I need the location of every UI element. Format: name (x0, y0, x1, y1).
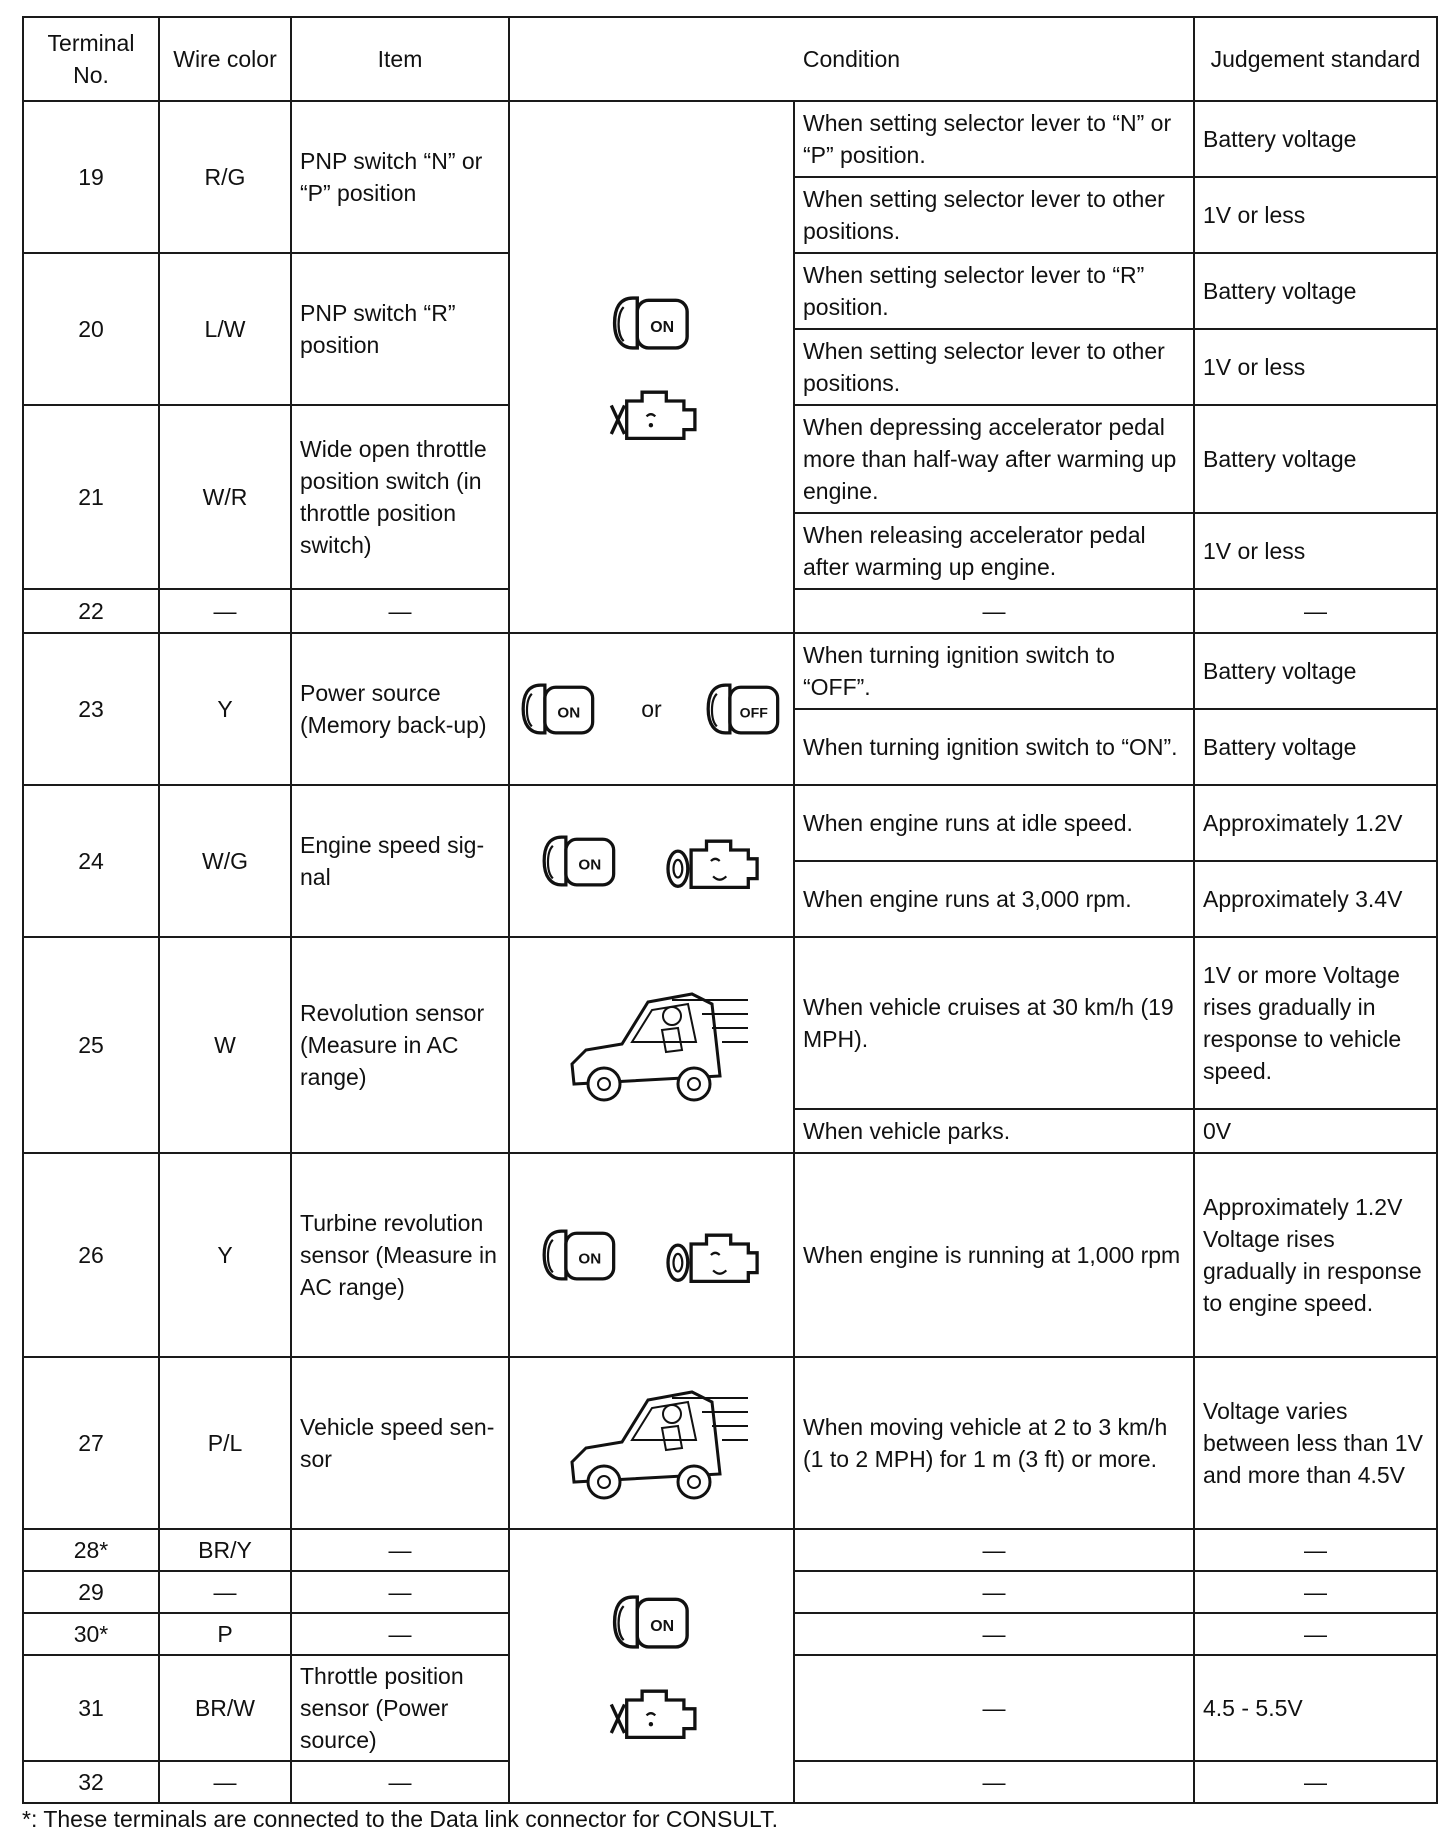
terminal-no: 28* (23, 1529, 159, 1571)
wire-color: — (159, 1761, 291, 1803)
item-cell: Engine speed sig- nal (291, 785, 509, 937)
item-cell: — (291, 589, 509, 633)
condition-text: When turning ignition switch to “OFF”. (794, 633, 1194, 709)
engine-running-icon (662, 828, 762, 894)
judgement-value: Approximately 1.2V Voltage rises gradually in response to engine speed. (1194, 1153, 1437, 1357)
judgement-value: Battery voltage (1194, 101, 1437, 177)
condition-icon-cell (509, 1529, 794, 1803)
terminal-no: 21 (23, 405, 159, 589)
judgement-value: — (1194, 1571, 1437, 1613)
item-cell: — (291, 1529, 509, 1571)
judgement-value: — (1194, 1613, 1437, 1655)
condition-text: When engine is running at 1,000 rpm (794, 1153, 1194, 1357)
condition-text: When engine runs at 3,000 rpm. (794, 861, 1194, 937)
terminal-judgement-table (22, 16, 1438, 1804)
condition-text: — (794, 1655, 1194, 1761)
judgement-value: Approximately 1.2V (1194, 785, 1437, 861)
key-on-icon (612, 1588, 692, 1656)
condition-icon-cell (509, 785, 794, 937)
terminal-no: 29 (23, 1571, 159, 1613)
table-row (23, 633, 1437, 709)
terminal-no: 19 (23, 101, 159, 253)
wire-color: BR/W (159, 1655, 291, 1761)
header-wire-color: Wire color (159, 17, 291, 101)
judgement-value: Battery voltage (1194, 633, 1437, 709)
wire-color: W/G (159, 785, 291, 937)
wire-color: P (159, 1613, 291, 1655)
terminal-no: 24 (23, 785, 159, 937)
wire-color: Y (159, 633, 291, 785)
driving-car-icon (552, 980, 752, 1110)
condition-icon-cell (509, 633, 794, 785)
terminal-no: 27 (23, 1357, 159, 1529)
wire-color: P/L (159, 1357, 291, 1529)
judgement-value: — (1194, 1529, 1437, 1571)
judgement-value: Battery voltage (1194, 709, 1437, 785)
item-cell: — (291, 1571, 509, 1613)
terminal-no: 31 (23, 1655, 159, 1761)
terminal-no: 32 (23, 1761, 159, 1803)
table-row (23, 1153, 1437, 1357)
item-cell: Vehicle speed sen- sor (291, 1357, 509, 1529)
key-off-icon (706, 676, 782, 742)
item-cell: Wide open throttle position switch (in throttle position switch) (291, 405, 509, 589)
header-row (23, 17, 1437, 101)
judgement-value: 0V (1194, 1109, 1437, 1153)
item-cell: Power source (Memory back-up) (291, 633, 509, 785)
wire-color: — (159, 1571, 291, 1613)
judgement-value: — (1194, 589, 1437, 633)
wire-color: W (159, 937, 291, 1153)
key-on-icon (542, 828, 618, 894)
condition-icon-cell (509, 1153, 794, 1357)
terminal-no: 23 (23, 633, 159, 785)
item-cell: — (291, 1613, 509, 1655)
terminal-no: 30* (23, 1613, 159, 1655)
judgement-value: — (1194, 1761, 1437, 1803)
item-cell: — (291, 1761, 509, 1803)
item-cell: Revolution sensor (Measure in AC range) (291, 937, 509, 1153)
condition-text: When vehicle cruises at 30 km/h (19 MPH). (794, 937, 1194, 1109)
condition-icon-cell (509, 1357, 794, 1529)
item-cell: Throttle position sensor (Power source) (291, 1655, 509, 1761)
judgement-value: 1V or less (1194, 329, 1437, 405)
condition-icon-cell (509, 937, 794, 1153)
condition-text: When releasing accelerator pedal after warming up engine. (794, 513, 1194, 589)
or-label: or (641, 696, 662, 722)
terminal-no: 22 (23, 589, 159, 633)
header-terminal-no: Terminal No. (23, 17, 159, 101)
judgement-value: Battery voltage (1194, 405, 1437, 513)
condition-text: When turning ignition switch to “ON”. (794, 709, 1194, 785)
terminal-no: 20 (23, 253, 159, 405)
engine-running-icon (662, 1222, 762, 1288)
table-row (23, 937, 1437, 1109)
judgement-value: 1V or less (1194, 177, 1437, 253)
condition-text: When setting selector lever to “N” or “P” position. (794, 101, 1194, 177)
key-on-icon (521, 676, 597, 742)
item-cell: Turbine revolution sensor (Measure in AC range) (291, 1153, 509, 1357)
condition-text: When depressing accelerator pedal more than half-way after warming up engine. (794, 405, 1194, 513)
header-condition: Condition (509, 17, 1194, 101)
driving-car-icon (552, 1378, 752, 1508)
wire-color: — (159, 589, 291, 633)
engine-stopped-icon (602, 1678, 702, 1744)
table-row (23, 101, 1437, 177)
table-row (23, 1357, 1437, 1529)
terminal-table-sheet (22, 16, 1436, 1804)
key-on-icon (542, 1222, 618, 1288)
condition-text: — (794, 589, 1194, 633)
condition-text: When engine runs at idle speed. (794, 785, 1194, 861)
condition-text: — (794, 1571, 1194, 1613)
wire-color: W/R (159, 405, 291, 589)
judgement-value: Approximately 3.4V (1194, 861, 1437, 937)
item-cell: PNP switch “N” or “P” position (291, 101, 509, 253)
condition-text: When setting selector lever to other positions. (794, 177, 1194, 253)
wire-color: L/W (159, 253, 291, 405)
header-item: Item (291, 17, 509, 101)
condition-text: — (794, 1761, 1194, 1803)
judgement-value: 1V or less (1194, 513, 1437, 589)
wire-color: Y (159, 1153, 291, 1357)
item-cell: PNP switch “R” position (291, 253, 509, 405)
judgement-value: Voltage varies between less than 1V and more than 4.5V (1194, 1357, 1437, 1529)
condition-text: — (794, 1529, 1194, 1571)
table-row (23, 1529, 1437, 1571)
terminal-no: 25 (23, 937, 159, 1153)
judgement-value: Battery voltage (1194, 253, 1437, 329)
condition-text: When setting selector lever to “R” position. (794, 253, 1194, 329)
table-row (23, 785, 1437, 861)
condition-icon-cell (509, 101, 794, 633)
condition-text: When vehicle parks. (794, 1109, 1194, 1153)
judgement-value: 4.5 - 5.5V (1194, 1655, 1437, 1761)
condition-text: — (794, 1613, 1194, 1655)
header-judgement-standard: Judgement standard (1194, 17, 1437, 101)
condition-text: When moving vehicle at 2 to 3 km/h (1 to 2 MPH) for 1 m (3 ft) or more. (794, 1357, 1194, 1529)
footnote: *: These terminals are connected to the Data link connector for CONSULT. (22, 1806, 778, 1832)
terminal-no: 26 (23, 1153, 159, 1357)
condition-text: When setting selector lever to other positions. (794, 329, 1194, 405)
wire-color: BR/Y (159, 1529, 291, 1571)
judgement-value: 1V or more Voltage rises gradually in response to vehicle speed. (1194, 937, 1437, 1109)
engine-stopped-icon (602, 379, 702, 445)
wire-color: R/G (159, 101, 291, 253)
key-on-icon (612, 289, 692, 357)
